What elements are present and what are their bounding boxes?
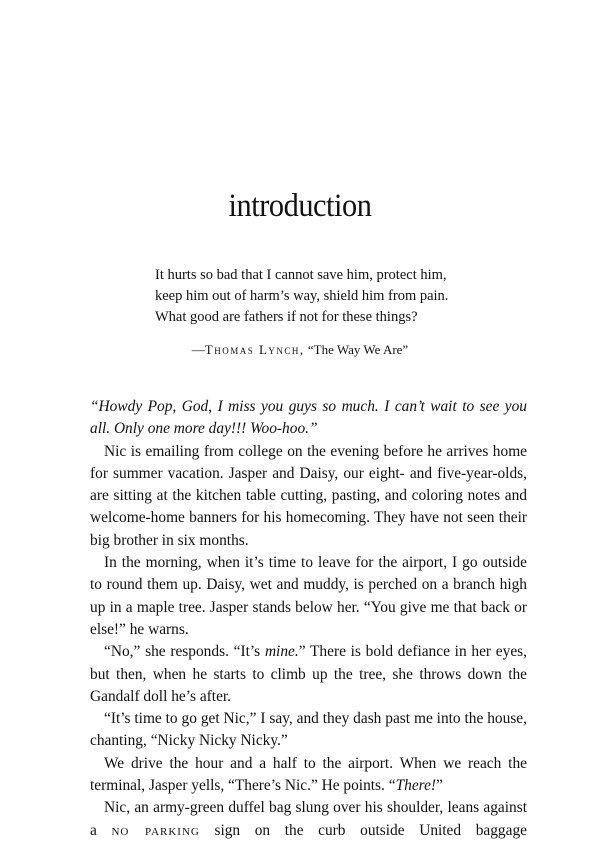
paragraph: “It’s time to go get Nic,” I say, and they dash past me into the house, chanting, “Nicky Nicky Nicky.” (90, 710, 527, 750)
paragraph-text: Nic, an army-green duffel bag slung over his shoulder, leans against a (90, 799, 527, 839)
paragraph-text: “No,” she responds. “It’s (104, 643, 265, 661)
paragraph-text: We drive the hour and a half to the airport. When we reach the terminal, Jasper yells, “There’s Nic.” He points. “ (90, 754, 527, 795)
paragraph-text: ” (436, 777, 443, 795)
paragraph-text: ” There is bold defiance in her eyes, but then, when he starts to climb up the tree, she throws down the Gandalf doll he’s after. (90, 643, 527, 705)
paragraph: Nic is emailing from college on the evening before he arrives home for summer vacation. Jasper and Daisy, our eight- and five-year-olds, are sitting at the kitchen table cutting, pasting, and coloring notes and welcome-home banners for his homecoming. They have not seen their big brother in six months. (90, 442, 527, 549)
small-caps-text: no parking (111, 821, 200, 839)
paragraph (90, 797, 527, 842)
epigraph-line: keep him out of harm’s way, shield him from pain. (155, 288, 449, 304)
attribution-work: “The Way We Are” (307, 342, 409, 357)
chapter-title: introduction (228, 188, 372, 224)
epigraph (155, 265, 485, 328)
epigraph-line: What good are fathers if not for these things? (155, 309, 418, 325)
paragraph (90, 641, 527, 708)
paragraph-text: sign on the curb outside United baggage (199, 821, 527, 839)
paragraph (90, 396, 527, 441)
attribution-dash: — (191, 342, 205, 357)
epigraph-attribution (0, 342, 600, 358)
epigraph-line: It hurts so bad that I cannot save him, protect him, (155, 267, 447, 283)
emphasis: There! (395, 777, 437, 795)
attribution-author: Thomas Lynch, (204, 342, 305, 357)
paragraph: In the morning, when it’s time to leave for the airport, I go outside to round them up. Daisy, wet and muddy, is perched on a branch high up in a maple tree. Jasper stands below her. “You give me that back or else!” he warns. (90, 554, 527, 638)
emphasis: mine. (264, 643, 299, 661)
body-text (90, 396, 527, 842)
email-quote: “Howdy Pop, God, I miss you guys so much. I can’t wait to see you all. Only one more day!!! Woo-hoo.” (90, 398, 527, 438)
paragraph (90, 753, 527, 798)
